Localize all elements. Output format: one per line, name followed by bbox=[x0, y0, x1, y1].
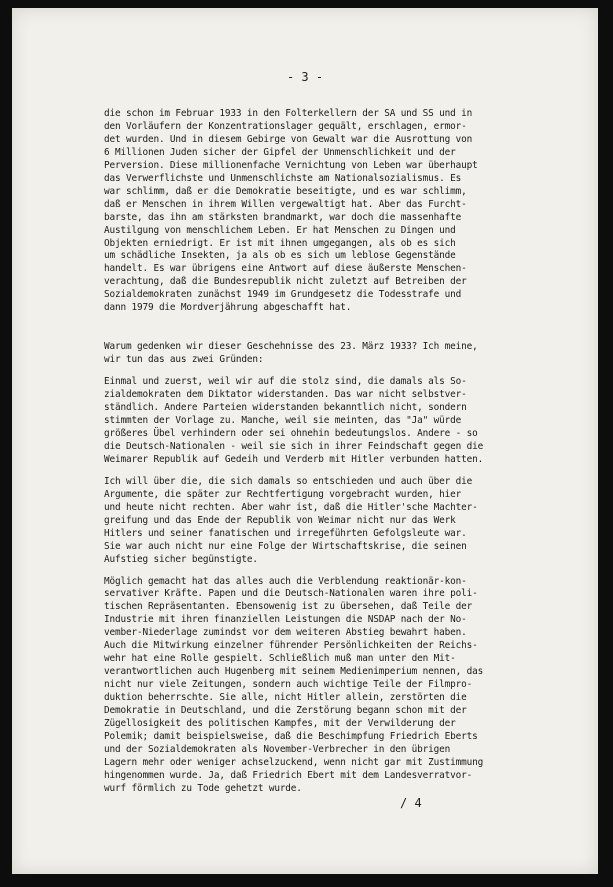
text-line: stimmten der Vorlage zu. Manche, weil sie meinten, das "Ja" würde bbox=[104, 415, 462, 427]
text-line: duktion beherrschte. Sie alle, nicht Hitler allein, zerstörten die bbox=[104, 692, 467, 704]
text-line: Austilgung von menschlichem Leben. Er hat Menschen zu Dingen und bbox=[104, 224, 456, 236]
continuation-marker: / 4 bbox=[400, 796, 422, 810]
text-line: die Deutsch-Nationalen - weil sie sich in ihrer Feindschaft gegen die bbox=[104, 440, 484, 452]
text-line: dann 1979 die Mordverjährung abgeschafft hat. bbox=[104, 302, 352, 314]
text-line: um schädliche Insekten, ja als ob es sich um leblose Gegenstände bbox=[104, 250, 456, 262]
page-number-header: - 3 - bbox=[286, 70, 324, 84]
text-line: nicht nur viele Zeitungen, sondern auch wichtige Teile der Filmpro- bbox=[104, 679, 473, 691]
text-line: Auch die Mitwirkung einzelner führender Persönlichkeiten der Reichs- bbox=[104, 640, 478, 652]
text-line: barste, das ihn am stärksten brandmarkt, war doch die massenhafte bbox=[104, 211, 462, 223]
text-line: Zügellosigkeit des politischen Kampfes, mit der Verwilderung der bbox=[104, 717, 456, 729]
text-line: Industrie mit ihren finanziellen Leistungen die NSDAP nach der No- bbox=[104, 614, 467, 626]
paragraph-5 bbox=[104, 576, 574, 796]
text-line: Ich will über die, die sich damals so entschieden und auch über die bbox=[104, 475, 473, 487]
text-line: Perversion. Diese millionenfache Vernichtung von Leben war überhaupt bbox=[104, 159, 478, 171]
page-body bbox=[104, 108, 574, 796]
text-line: war schlimm, daß er die Demokratie beseitigte, und es war schlimm, bbox=[104, 185, 467, 197]
text-line: ständlich. Andere Parteien widerstanden bekanntlich nicht, sondern bbox=[104, 402, 467, 414]
text-line: tischen Repräsentanten. Ebensowenig ist zu übersehen, daß Teile der bbox=[104, 601, 473, 613]
paragraph-4 bbox=[104, 476, 574, 567]
text-line: größeres Übel verhindern oder sei ohnehin bedeutungslos. Andere - so bbox=[104, 427, 478, 439]
text-line: 6 Millionen Juden sicher der Gipfel der Unmenschlichkeit und der bbox=[104, 146, 456, 158]
text-line: Lagern mehr oder weniger achselzuckend, wenn nicht gar mit Zustimmung bbox=[104, 756, 484, 768]
typewritten-page bbox=[12, 8, 598, 874]
text-line: Polemik; damit beispielsweise, daß die Beschimpfung Friedrich Eberts bbox=[104, 730, 478, 742]
text-line: wir tun das aus zwei Gründen: bbox=[104, 354, 264, 366]
text-line: verachtung, daß die Bundesrepublik nicht zuletzt auf Betreiben der bbox=[104, 276, 467, 288]
text-line: Hitlers und seiner fanatischen und irregeführten Gefolgsleute war. bbox=[104, 527, 467, 539]
text-line: verantwortlichen auch Hugenberg mit seinem Medienimperium nennen, das bbox=[104, 666, 484, 678]
paragraph-2 bbox=[104, 341, 574, 367]
text-line: wurf förmlich zu Tode gehetzt wurde. bbox=[104, 782, 302, 794]
text-line: Weimarer Republik auf Gedeih und Verderb mit Hitler verbunden hatten. bbox=[104, 453, 484, 465]
text-line: zialdemokraten dem Diktator widerstanden. Das war nicht selbstver- bbox=[104, 389, 467, 401]
text-line: greifung und das Ende der Republik von Weimar nicht nur das Werk bbox=[104, 514, 456, 526]
text-line: Aufstieg sicher begünstigte. bbox=[104, 553, 258, 565]
text-line: Einmal und zuerst, weil wir auf die stolz sind, die damals als So- bbox=[104, 376, 467, 388]
text-line: das Verwerflichste und Unmenschlichste am Nationalsozialismus. Es bbox=[104, 172, 462, 184]
text-line: Objekten erniedrigt. Er ist mit ihnen umgegangen, als ob es sich bbox=[104, 237, 456, 249]
text-line: Sozialdemokraten zunächst 1949 im Grundgesetz die Todesstrafe und bbox=[104, 289, 462, 301]
text-line: servativer Kräfte. Papen und die Deutsch-Nationalen waren ihre poli- bbox=[104, 588, 478, 600]
text-line: und heute nicht rechten. Aber wahr ist, daß die Hitler'sche Machter- bbox=[104, 501, 478, 513]
paragraph-3 bbox=[104, 376, 574, 467]
text-line: Demokratie in Deutschland, und die Zerstörung begann schon mit der bbox=[104, 705, 467, 717]
text-line: die schon im Februar 1933 in den Folterkellern der SA und SS und in bbox=[104, 108, 473, 119]
text-line: handelt. Es war übrigens eine Antwort auf diese äußerste Menschen- bbox=[104, 263, 467, 275]
text-line: Warum gedenken wir dieser Geschehnisse des 23. März 1933? Ich meine, bbox=[104, 341, 478, 353]
text-line: und der Sozialdemokraten als November-Verbrecher in den übrigen bbox=[104, 743, 451, 755]
text-line: Sie war auch nicht nur eine Folge der Wirtschaftskrise, die seinen bbox=[104, 540, 467, 552]
text-line: daß er Menschen in ihrem Willen vergewaltigt hat. Aber das Furcht- bbox=[104, 198, 467, 210]
text-line: Möglich gemacht hat das alles auch die Verblendung reaktionär-kon- bbox=[104, 575, 467, 587]
text-line: Argumente, die später zur Rechtfertigung vorgebracht wurden, hier bbox=[104, 488, 462, 500]
paragraph-1 bbox=[104, 108, 574, 315]
text-line: det wurden. Und in diesem Gebirge von Gewalt war die Ausrottung von bbox=[104, 133, 473, 145]
text-line: den Vorläufern der Konzentrationslager gequält, erschlagen, ermor- bbox=[104, 120, 467, 132]
text-line: wehr hat eine Rolle gespielt. Schließlich muß man unter den Mit- bbox=[104, 653, 456, 665]
text-line: vember-Niederlage zumindst vor dem weiteren Abstieg bewahrt haben. bbox=[104, 627, 467, 639]
text-line: hingenommen wurde. Ja, daß Friedrich Ebert mit dem Landesverratvor- bbox=[104, 769, 473, 781]
